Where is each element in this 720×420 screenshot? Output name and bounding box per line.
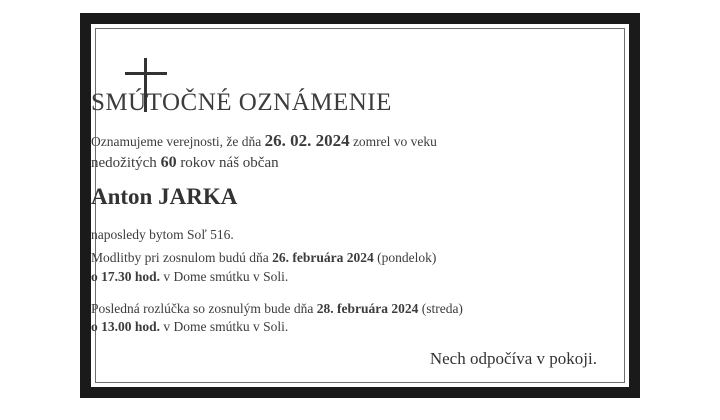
prayers-place: v Dome smútku v Soli.: [160, 269, 289, 284]
farewell-text-b: (streda): [418, 301, 463, 316]
notice-title: SMÚTOČNÉ OZNÁMENIE: [91, 89, 392, 116]
farewell-line-1: [91, 301, 629, 317]
prayers-text-b: (pondelok): [373, 250, 437, 265]
age-value: 60: [160, 154, 177, 171]
intro-text-a: Oznamujeme verejnosti, že dňa: [91, 134, 265, 149]
prayers-line-2: [91, 269, 629, 285]
age-text-a: nedožitých: [91, 155, 161, 171]
notice-panel: [91, 24, 629, 387]
prayers-time: o 17.30 hod.: [91, 269, 161, 284]
prayers-line-1: [91, 250, 629, 266]
farewell-place: v Dome smútku v Soli.: [160, 319, 289, 334]
age-text-b: rokov náš občan: [176, 155, 279, 171]
prayers-text-a: Modlitby pri zosnulom budú dňa: [91, 250, 273, 265]
farewell-text-a: Posledná rozlúčka so zosnulým bude dňa: [91, 301, 317, 316]
deceased-name: Anton JARKA: [91, 184, 238, 209]
farewell-time: o 13.00 hod.: [91, 319, 161, 334]
farewell-date: 28. februára 2024: [316, 301, 419, 316]
intro-line: [91, 131, 629, 151]
farewell-line-2: [91, 319, 629, 335]
intro-text-b: zomrel vo veku: [349, 134, 437, 149]
mourning-frame: [80, 13, 640, 398]
address-line: naposledy bytom Soľ 516.: [91, 227, 234, 242]
prayers-date: 26. februára 2024: [272, 250, 374, 265]
death-date: 26. 02. 2024: [264, 131, 350, 150]
age-line: [91, 154, 629, 172]
closing-text: Nech odpočíva v pokoji.: [429, 349, 597, 368]
